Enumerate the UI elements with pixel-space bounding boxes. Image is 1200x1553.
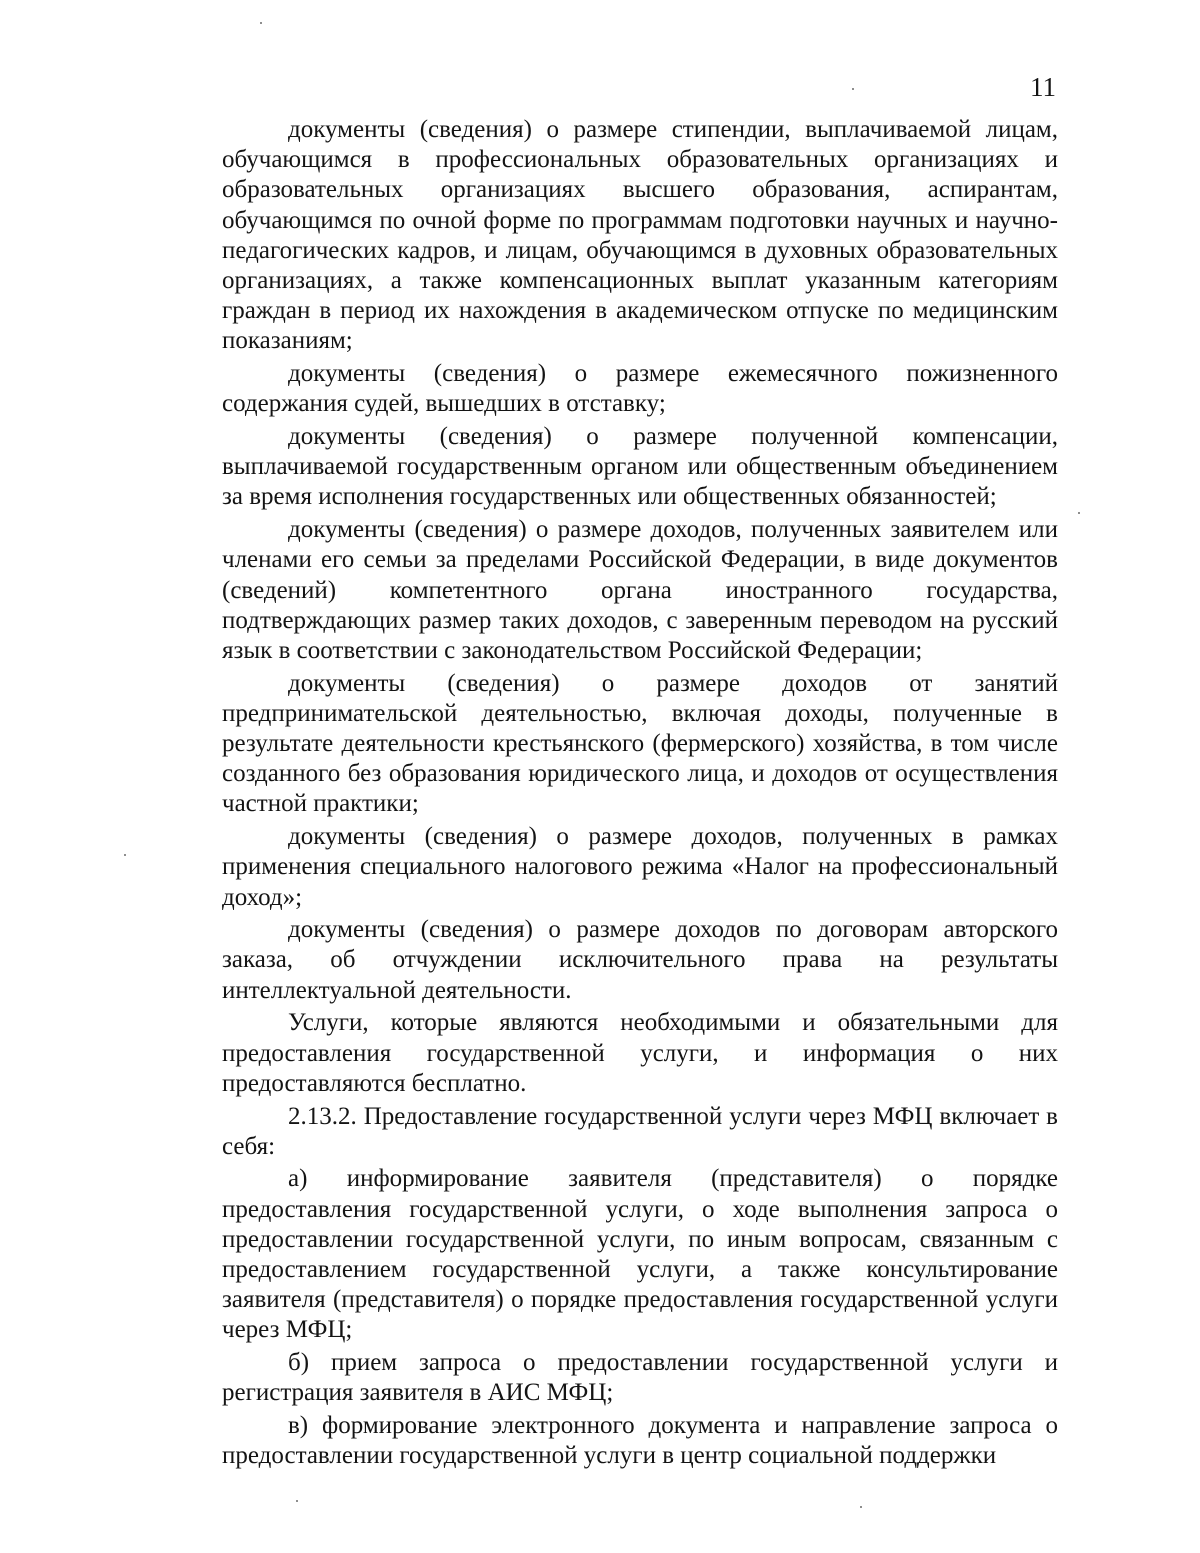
paragraph-compensation-for-duties: документы (сведения) о размере полученной компенсации, выплачиваемой государственным органом или общественным объединением за время исполнения государственных или общественных обязанностей; xyxy=(222,423,1058,511)
scan-speck xyxy=(1078,512,1080,514)
paragraph-retired-judges-allowance: документы (сведения) о размере ежемесячного пожизненного содержания судей, вышедших в отставку; xyxy=(222,360,1058,418)
list-item-b-request-intake: б) прием запроса о предоставлении государственной услуги и регистрация заявителя в АИС МФЦ; xyxy=(222,1349,1058,1407)
paragraph-free-services: Услуги, которые являются необходимыми и обязательными для предоставления государственной услуги, и информация о них предоставляются бесплатно. xyxy=(222,1009,1058,1097)
scan-speck xyxy=(124,854,126,856)
paragraph-professional-income-tax: документы (сведения) о размере доходов, полученных в рамках применения специального налогового режима «Налог на профессиональный доход»; xyxy=(222,823,1058,911)
scan-speck xyxy=(860,1506,862,1508)
scan-speck xyxy=(260,22,262,24)
scan-speck xyxy=(852,88,854,90)
paragraph-scholarship-documents: документы (сведения) о размере стипендии, выплачиваемой лицам, обучающимся в профессиональных образовательных организациях и образовательных организациях высшего образования, аспирантам, обучающимся по очной форме по программам подготовки научных и научно-педагогических кадров, и лицам, обучающимся в духовных образовательных организациях, а также компенсационных выплат указанным категориям граждан в период их нахождения в академическом отпуске по медицинским показаниям; xyxy=(222,116,1058,355)
paragraph-author-contracts: документы (сведения) о размере доходов по договорам авторского заказа, об отчуждении исключительного права на результаты интеллектуальной деятельности. xyxy=(222,916,1058,1004)
scan-speck xyxy=(296,1500,298,1502)
paragraph-business-income: документы (сведения) о размере доходов от занятий предпринимательской деятельностью, включая доходы, полученные в результате деятельности крестьянского (фермерского) хозяйства, в том числе созданного без образования юридического лица, и доходов от осуществления частной практики; xyxy=(222,669,1058,818)
paragraph-section-2-13-2: 2.13.2. Предоставление государственной услуги через МФЦ включает в себя: xyxy=(222,1102,1058,1160)
paragraph-foreign-income: документы (сведения) о размере доходов, полученных заявителем или членами его семьи за пределами Российской Федерации, в виде документов (сведений) компетентного органа иностранного государства, подтверждающих размер таких доходов, с заверенным переводом на русский язык в соответствии с законодательством Российской Федерации; xyxy=(222,516,1058,664)
list-item-c-electronic-document: в) формирование электронного документа и направление запроса о предоставлении государственной услуги в центр социальной поддержки xyxy=(222,1412,1058,1470)
document-body xyxy=(222,115,1058,1471)
page-number: 11 xyxy=(1030,72,1056,102)
list-item-a-informing: а) информирование заявителя (представителя) о порядке предоставления государственной услуги, о ходе выполнения запроса о предоставлении государственной услуги, по иным вопросам, связанным с предоставлением государственной услуги, а также консультирование заявителя (представителя) о порядке предоставления государственной услуги через МФЦ; xyxy=(222,1165,1058,1344)
